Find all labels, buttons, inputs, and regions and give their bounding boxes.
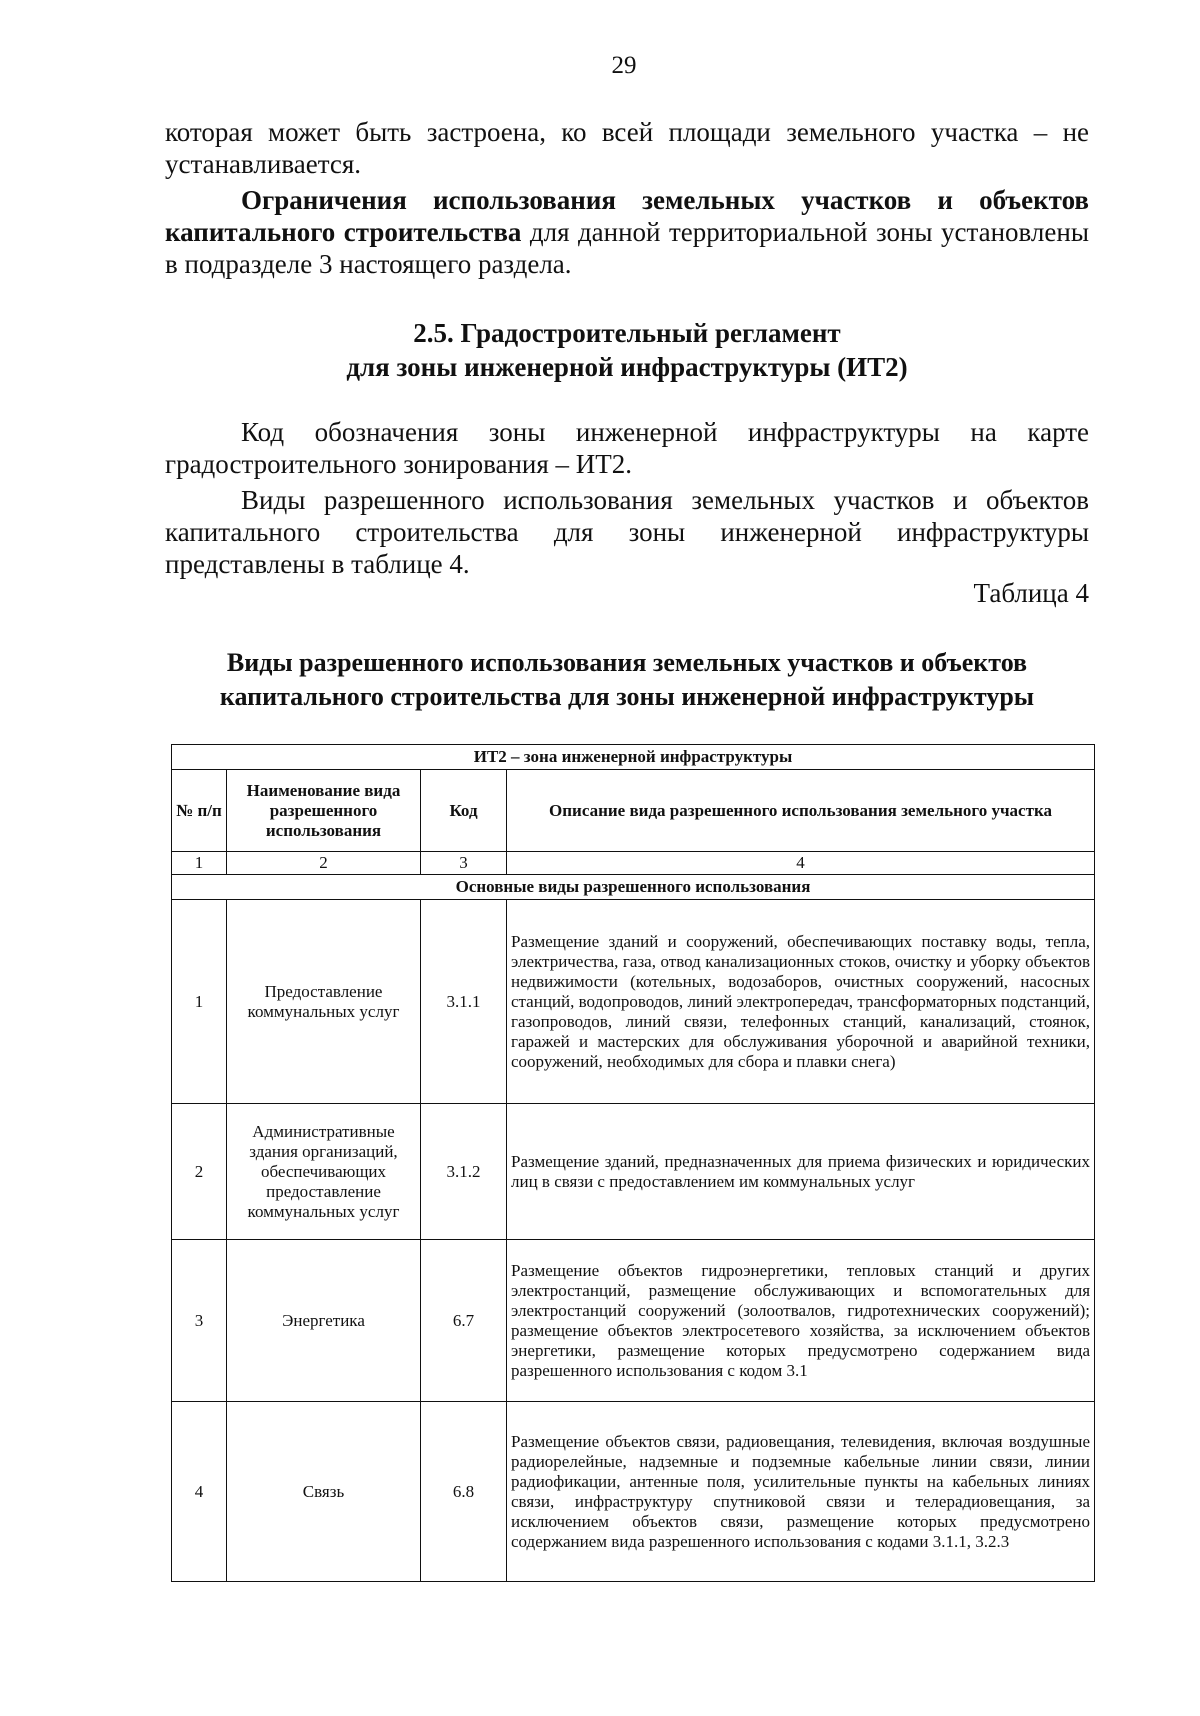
header-num: № п/п — [172, 770, 227, 852]
zone-header: ИТ2 – зона инженерной инфраструктуры — [172, 745, 1095, 770]
paragraph-zone-code: Код обозначения зоны инженерной инфраструктуры на карте градостроительного зонирования – ИТ2. — [165, 417, 1089, 479]
table-title — [165, 646, 1089, 714]
group-header: Основные виды разрешенного использования — [172, 875, 1095, 900]
header-name: Наименование вида разрешенного использования — [227, 770, 421, 852]
paragraph-continuation: которая может быть застроена, ко всей площади земельного участка – не устанавливается. — [165, 117, 1089, 179]
restrictions-bold-text: Ограничения использования земельных участков и объектов капитального строительства — [165, 185, 1089, 247]
row-num: 1 — [172, 900, 227, 1104]
row-description: Размещение объектов гидроэнергетики, тепловых станций и других электростанций, размещение обслуживающих и вспомогательных для электростанций сооружений (золоотвалов, гидротехнических сооружений); размещение объектов электросетевого хозяйства, за исключением объектов энергетики, размещение которых предусмотрено содержанием вида разрешенного использования с кодом 3.1 — [507, 1240, 1095, 1402]
table-header-row — [172, 770, 1095, 852]
row-num: 4 — [172, 1402, 227, 1582]
table-title-line1: Виды разрешенного использования земельных участков и объектов — [226, 648, 1028, 677]
table-label: Таблица 4 — [973, 578, 1089, 608]
column-number: 2 — [227, 852, 421, 875]
paragraph-restrictions — [165, 184, 1089, 280]
row-name: Энергетика — [227, 1240, 421, 1402]
row-code: 6.8 — [421, 1402, 507, 1582]
column-number-row — [172, 852, 1095, 875]
row-description: Размещение объектов связи, радиовещания, телевидения, включая воздушные радиорелейные, надземные и подземные кабельные линии связи, линии радиофикации, антенные поля, усилительные пункты на кабельных линиях связи, инфраструктуру спутниковой связи и телерадиовещания, за исключением объектов связи, размещение которых предусмотрено содержанием вида разрешенного использования с кодами 3.1.1, 3.2.3 — [507, 1402, 1095, 1582]
column-number: 4 — [507, 852, 1095, 875]
header-description: Описание вида разрешенного использования земельного участка — [507, 770, 1095, 852]
row-description: Размещение зданий, предназначенных для приема физических и юридических лиц в связи с предоставлением им коммунальных услуг — [507, 1104, 1095, 1240]
row-code: 3.1.2 — [421, 1104, 507, 1240]
section-title-line1: 2.5. Градостроительный регламент — [413, 318, 841, 348]
row-code: 6.7 — [421, 1240, 507, 1402]
section-title — [165, 316, 1089, 384]
row-name: Предоставление коммунальных услуг — [227, 900, 421, 1104]
table-title-line2: капитального строительства для зоны инженерной инфраструктуры — [219, 682, 1035, 711]
row-num: 2 — [172, 1104, 227, 1240]
group-header-row — [172, 875, 1095, 900]
row-code: 3.1.1 — [421, 900, 507, 1104]
row-name: Административные здания организаций, обеспечивающих предоставление коммунальных услуг — [227, 1104, 421, 1240]
table-row — [172, 1402, 1095, 1582]
table-row — [172, 1240, 1095, 1402]
column-number: 3 — [421, 852, 507, 875]
permitted-uses-table — [171, 744, 1095, 1582]
table-row — [172, 900, 1095, 1104]
restrictions-text: для данной территориальной зоны установлены в подразделе 3 настоящего раздела. — [165, 217, 1089, 279]
page-number: 29 — [611, 52, 637, 79]
paragraph-permitted-uses: Виды разрешенного использования земельных участков и объектов капитального строительства для зоны инженерной инфраструктуры представлены в таблице 4. — [165, 485, 1089, 579]
column-number: 1 — [172, 852, 227, 875]
section-title-line2: для зоны инженерной инфраструктуры (ИТ2) — [346, 352, 908, 382]
row-description: Размещение зданий и сооружений, обеспечивающих поставку воды, тепла, электричества, газа, отвод канализационных стоков, очистку и уборку объектов недвижимости (котельных, водозаборов, очистных сооружений, насосных станций, водопроводов, линий электропередач, трансформаторных подстанций, газопроводов, линий связи, телефонных станций, канализаций, стоянок, гаражей и мастерских для обслуживания уборочной и аварийной техники, сооружений, необходимых для сбора и плавки снега) — [507, 900, 1095, 1104]
row-name: Связь — [227, 1402, 421, 1582]
table-row — [172, 1104, 1095, 1240]
row-num: 3 — [172, 1240, 227, 1402]
table-zone-header-row — [172, 745, 1095, 770]
header-code: Код — [421, 770, 507, 852]
